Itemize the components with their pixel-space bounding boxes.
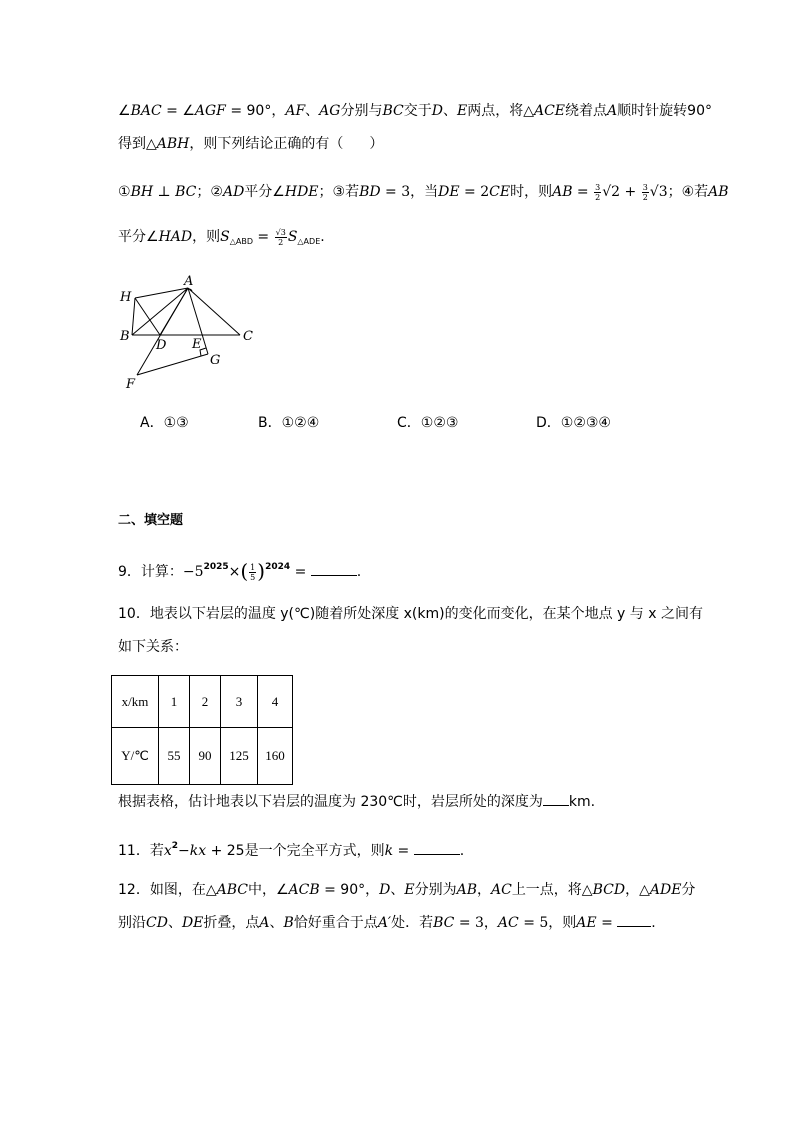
fraction [249, 563, 256, 582]
table-row [112, 728, 293, 785]
text: ；② [196, 184, 223, 200]
table-cell: 2 [190, 676, 221, 728]
right-paren: ) [257, 559, 266, 583]
text: . [320, 229, 325, 245]
text: 分 [681, 882, 696, 898]
denominator: 2 [595, 192, 601, 202]
q9 [118, 553, 361, 586]
math: AGF [194, 103, 226, 119]
math: √2 + [602, 184, 641, 200]
choice-a[interactable]: A．①③ [140, 415, 189, 431]
math: AB [552, 184, 573, 200]
table-cell: 125 [221, 728, 258, 785]
text: . [459, 843, 465, 859]
text: 平分∠ [118, 229, 159, 245]
text: = 90°， [319, 882, 380, 898]
table-cell: x/km [112, 676, 159, 728]
left-paren: ( [240, 559, 249, 583]
segment-ac [188, 288, 240, 335]
text: = 90°， [225, 103, 286, 119]
math: ACB [288, 882, 320, 898]
math: D [379, 882, 391, 898]
label-e: E [192, 337, 202, 352]
text: 、 [305, 103, 320, 119]
answer-blank[interactable] [311, 563, 357, 576]
text: = 5，则 [518, 915, 577, 931]
table-cell: 1 [159, 676, 190, 728]
math: DE [438, 184, 460, 200]
fraction [275, 228, 287, 247]
q12-line-1 [118, 880, 695, 900]
math: x [163, 843, 172, 859]
q8-statements [118, 182, 729, 202]
q8-line-1 [118, 101, 712, 121]
label-f: F [126, 377, 136, 392]
text: . [356, 564, 362, 580]
text: 根据表格，估计地表以下岩层的温度为 230℃时，岩层所处的深度为 [118, 794, 543, 810]
math: CD [146, 915, 168, 931]
math: AB [456, 882, 477, 898]
text: 上一点，将△ [511, 882, 593, 898]
segment-ah [135, 288, 188, 298]
text: 得到△ [118, 136, 157, 152]
math: BH ⊥ BC [130, 184, 197, 200]
math: ACE [533, 103, 566, 119]
section-title: 二、填空题 [118, 513, 184, 528]
q10-after-table [118, 792, 595, 812]
text: 11．若 [118, 843, 164, 859]
text: ∠ [118, 103, 131, 119]
text: = 3，当 [380, 184, 439, 200]
table-cell: 90 [190, 728, 221, 785]
text: ， [476, 882, 491, 898]
text: ，则 [192, 229, 221, 245]
text: 顺时针旋转90° [617, 103, 712, 119]
text: 9．计算： [118, 564, 183, 580]
text: ；④若 [667, 184, 709, 200]
math: k [384, 843, 394, 859]
math: HAD [158, 229, 193, 245]
math: AD [222, 184, 245, 200]
choice-b[interactable]: B．①②④ [258, 415, 320, 431]
q11 [118, 836, 464, 861]
text: 、 [390, 882, 405, 898]
numerator: 1 [250, 562, 256, 572]
text: = [290, 564, 311, 580]
q12-line-2 [118, 913, 656, 933]
math: ADE [649, 882, 682, 898]
math: AE [576, 915, 597, 931]
math: E [404, 882, 415, 898]
table-cell: 160 [258, 728, 293, 785]
numerator: 3 [595, 182, 601, 192]
choice-d[interactable]: D．①②③④ [536, 415, 611, 431]
q10-line-2: 如下关系： [118, 639, 188, 655]
segment-hb [132, 298, 135, 335]
math: DE [181, 915, 204, 931]
math: −5 [182, 564, 204, 580]
math: A′ [377, 915, 392, 931]
text: ① [118, 184, 131, 200]
text: km. [568, 794, 596, 810]
q8-line-2 [118, 134, 383, 154]
text: 分别与 [340, 103, 383, 119]
fraction [642, 183, 649, 202]
label-h: H [120, 290, 132, 305]
text: 、 [167, 915, 182, 931]
text: 中，∠ [247, 882, 289, 898]
table-cell: 3 [221, 676, 258, 728]
math: AF [285, 103, 306, 119]
text: 处．若 [391, 915, 434, 931]
math: D [431, 103, 443, 119]
subscript: △ADE [297, 237, 321, 246]
math: A [259, 915, 270, 931]
text: = [596, 915, 618, 931]
text: + 25是一个完全平方式，则 [206, 843, 385, 859]
math: ABH [156, 136, 190, 152]
text: 绕着点 [565, 103, 608, 119]
math: ABC [216, 882, 248, 898]
label-c: C [243, 329, 253, 344]
math: AC [490, 882, 512, 898]
exponent: 2 [171, 841, 178, 851]
label-b: B [120, 329, 130, 344]
math: S [287, 229, 298, 245]
math: √3 [649, 184, 668, 200]
text: 两点，将△ [467, 103, 534, 119]
math: CE [489, 184, 511, 200]
table-row [112, 676, 293, 728]
text: ） [369, 136, 384, 152]
text: = 2 [459, 184, 490, 200]
text: 恰好重合于点 [293, 915, 378, 931]
text: × [228, 564, 241, 580]
text: = [252, 229, 274, 245]
table-cell: Y/℃ [112, 728, 159, 785]
math: BC [433, 915, 455, 931]
text: . [651, 915, 656, 931]
math: BAC [130, 103, 162, 119]
text: ；③若 [318, 184, 360, 200]
label-a: A [184, 274, 194, 289]
text: 交于 [403, 103, 432, 119]
text: 时，则 [510, 184, 553, 200]
denominator: 5 [250, 572, 256, 582]
math: B [283, 915, 294, 931]
label-d: D [156, 338, 167, 353]
math: S [220, 229, 230, 245]
choice-c[interactable]: C．①②③ [397, 415, 459, 431]
label-g: G [210, 353, 221, 368]
numerator: 3 [642, 182, 648, 192]
text: 折叠，点 [203, 915, 260, 931]
q8-line-4 [118, 227, 325, 252]
math: HDE [284, 184, 319, 200]
math: AG [319, 103, 341, 119]
text: ，△ [625, 882, 650, 898]
text: = [572, 184, 594, 200]
math: AC [497, 915, 519, 931]
math: E [456, 103, 468, 119]
math: AB [708, 184, 729, 200]
segment-ab [132, 288, 188, 335]
math: A [607, 103, 618, 119]
text: 平分∠ [244, 184, 285, 200]
table-cell: 4 [258, 676, 293, 728]
fraction [594, 183, 601, 202]
math: BCD [592, 882, 626, 898]
text: 别沿 [118, 915, 146, 931]
exponent: 2025 [203, 562, 229, 572]
text: 、 [442, 103, 457, 119]
text: = [393, 843, 414, 859]
depth-temperature-table [111, 675, 293, 785]
denominator: 2 [278, 237, 284, 247]
table-cell: 55 [159, 728, 190, 785]
text: 分别为 [414, 882, 457, 898]
math: BD [359, 184, 381, 200]
text: ，则下列结论正确的有（ [189, 136, 344, 152]
subscript: △ABD [229, 237, 253, 246]
denominator: 2 [642, 192, 648, 202]
answer-blank[interactable] [617, 914, 651, 927]
text: = ∠ [161, 103, 195, 119]
text: 12．如图，在△ [118, 882, 217, 898]
text: 、 [269, 915, 284, 931]
text: = 3， [454, 915, 498, 931]
answer-blank[interactable] [543, 793, 569, 806]
exponent: 2024 [265, 562, 291, 572]
math: kx [189, 843, 207, 859]
answer-blank[interactable] [414, 842, 460, 855]
geometry-figure [112, 268, 272, 398]
q10-line-1: 10．地表以下岩层的温度 y(℃)随着所处深度 x(km)的变化而变化，在某个地点 y 与 x 之间有 [118, 606, 703, 622]
numerator: √3 [275, 227, 286, 237]
text: − [178, 843, 190, 859]
math: BC [382, 103, 404, 119]
